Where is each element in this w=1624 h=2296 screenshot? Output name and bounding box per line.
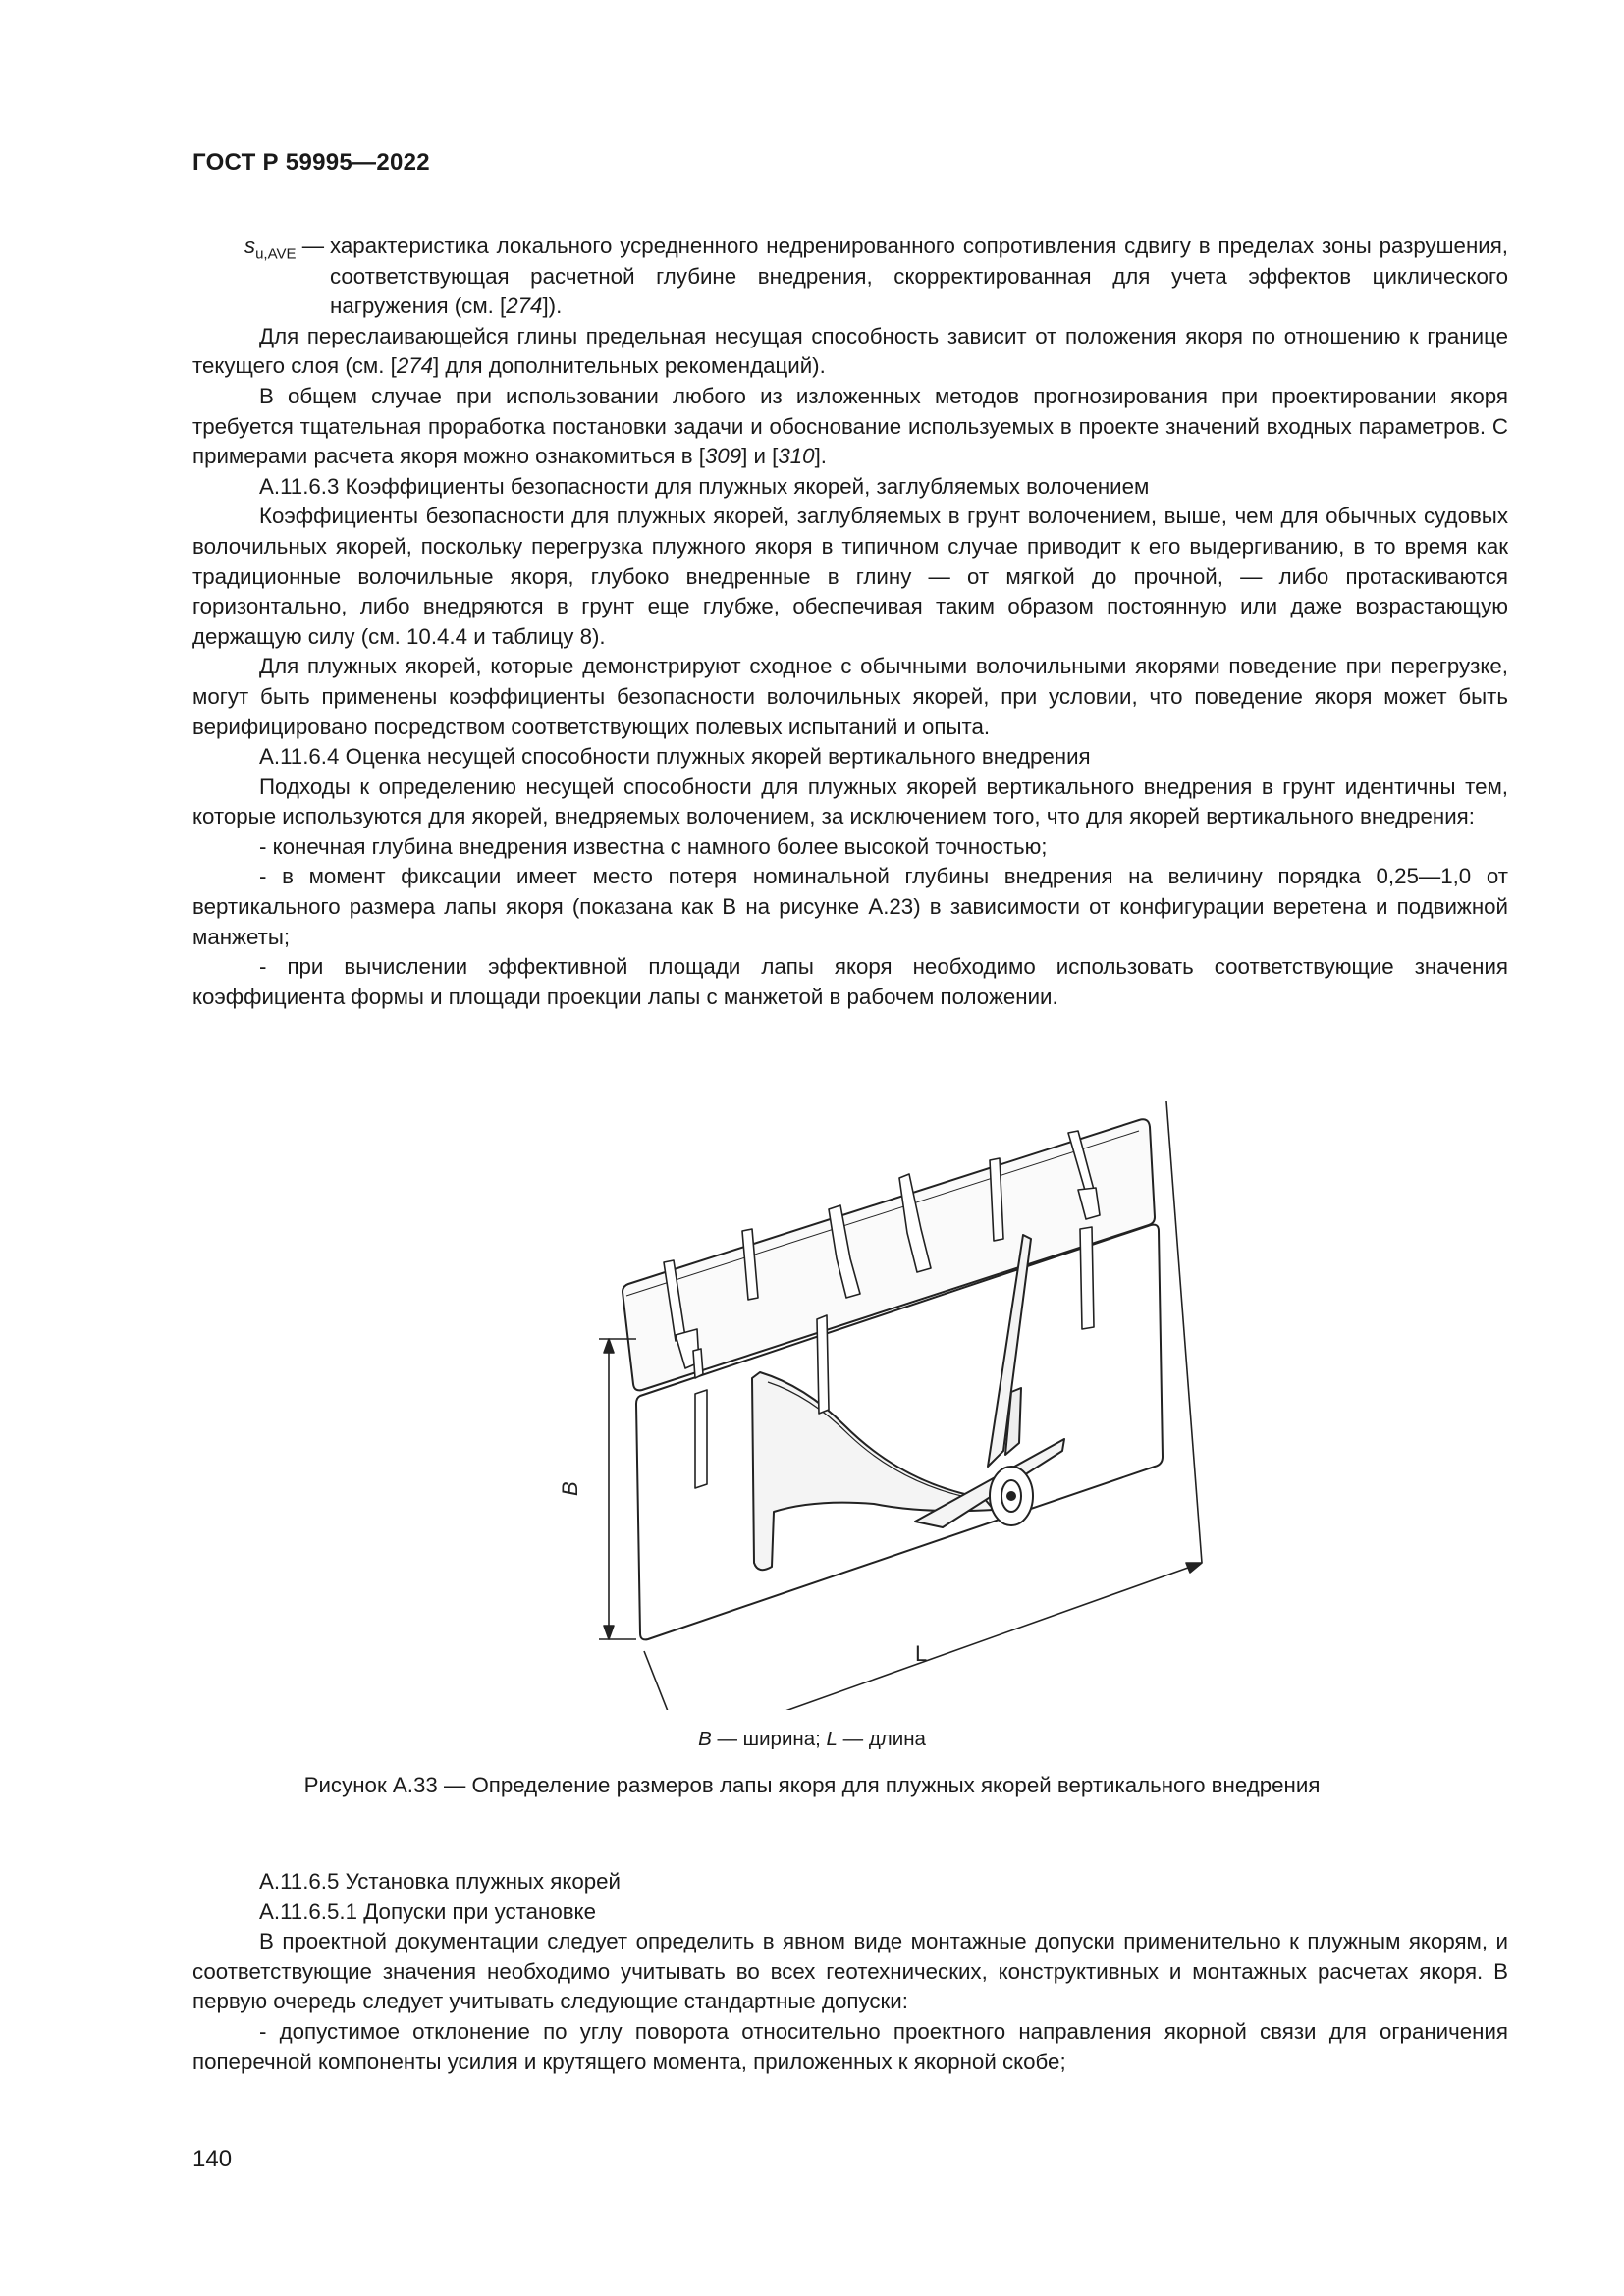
paragraph-vertical-approach: Подходы к определению несущей способности для плужных якорей вертикального внедрения в грунт идентичны тем, которые используются для якорей, внедряемых волочением, за исключением того, что для якорей вертикального внедрения: <box>192 774 1508 829</box>
figure-legend: B — ширина; L — длина <box>698 1728 926 1750</box>
page-number: 140 <box>192 2146 233 2172</box>
definition-term: $s_{u,AVE}$ — <box>244 234 324 263</box>
figure-caption: Рисунок А.33 — Определение размеров лапы якоря для плужных якорей вертикального внедрения <box>303 1773 1321 1797</box>
fin <box>695 1390 707 1488</box>
lower-text-block <box>192 1867 1508 2077</box>
dimension-l-label: L <box>915 1641 928 1666</box>
definition-text: характеристика локального усредненного недренированного сопротивления сдвигу в пределах зоны разрушения, соответствующая расчетной глубине внедрения, скорректированная для учета эффектов циклического нагружения (см. [274]). <box>330 234 1508 319</box>
section-heading-a-11-6-4: А.11.6.4 Оценка несущей способности плужных якорей вертикального внедрения <box>259 744 1091 770</box>
paragraph-safety-factors: Коэффициенты безопасности для плужных якорей, заглубляемых в грунт волочением, выше, чем для обычных судовых волочильных якорей, поскольку перегрузка плужного якоря в типичном случае приводит к его выдергиванию, в то время как традиционные волочильные якоря, глубоко внедренные в глину — от мягкой до прочной, — либо протаскиваются горизонтально, либо внедряются в грунт еще глубже, обеспечивая таким образом постоянную или даже возрастающую держащую силу (см. 10.4.4 и таблицу 8). <box>192 504 1508 649</box>
symbol-definition <box>192 232 1508 322</box>
fin <box>817 1315 829 1414</box>
anchor-fluke-figure <box>550 1101 1218 1710</box>
list-item: - в момент фиксации имеет место потеря номинальной глубины внедрения на величину порядка 0,25—1,0 от вертикального размера лапы якоря (показана как B на рисунке А.23) в зависимости от конфигурации веретена и подвижной манжеты; <box>192 864 1508 949</box>
upper-text-block <box>192 232 1508 1012</box>
dimension-b <box>599 1339 636 1639</box>
paragraph-general-case: В общем случае при использовании любого из изложенных методов прогнозирования при проектировании якоря требуется тщательная проработка постановки задачи и обоснование используемых в проекте значений входных параметров. С примерами расчета якоря можно ознакомиться в [309] и [310]. <box>192 383 1508 469</box>
section-heading-a-11-6-5-1: А.11.6.5.1 Допуски при установке <box>259 1898 596 1924</box>
list-item: - при вычислении эффективной площади лапы якоря необходимо использовать соответствующие значения коэффициента формы и площади проекции лапы с манжетой в рабочем положении. <box>192 954 1508 1009</box>
anchor-drawing <box>550 1101 1218 1710</box>
paragraph-overload-behaviour: Для плужных якорей, которые демонстрируют сходное с обычными волочильными якорями поведение при перегрузке, могут быть применены коэффициенты безопасности волочильных якорей, при условии, что поведение якоря может быть верифицировано посредством соответствующих полевых испытаний и опыта. <box>192 654 1508 739</box>
dimension-b-label: B <box>558 1481 582 1496</box>
list-item: - допустимое отклонение по углу поворота относительно проектного направления якорной связи для ограничения поперечной компоненты усилия и крутящего момента, приложенных к якорной скобе; <box>192 2018 1508 2074</box>
paragraph-tolerances: В проектной документации следует определить в явном виде монтажные допуски применительно к плужным якорям, и соответствующие значения необходимо учитывать во всех геотехнических, конструктивных и монтажных расчетах якоря. В первую очередь следует учитывать следующие стандартные допуски: <box>192 1929 1508 2014</box>
paragraph-layered-clay: Для переслаивающейся глины предельная несущая способность зависит от положения якоря по отношению к границе текущего слоя (см. [274] для дополнительных рекомендаций). <box>192 323 1508 379</box>
fin <box>1080 1227 1094 1329</box>
list-item: - конечная глубина внедрения известна с намного более высокой точностью; <box>259 833 1048 859</box>
document-header: ГОСТ Р 59995—2022 <box>192 149 430 176</box>
section-heading-a-11-6-5: А.11.6.5 Установка плужных якорей <box>259 1869 621 1894</box>
section-heading-a-11-6-3: А.11.6.3 Коэффициенты безопасности для плужных якорей, заглубляемых волочением <box>259 473 1150 499</box>
